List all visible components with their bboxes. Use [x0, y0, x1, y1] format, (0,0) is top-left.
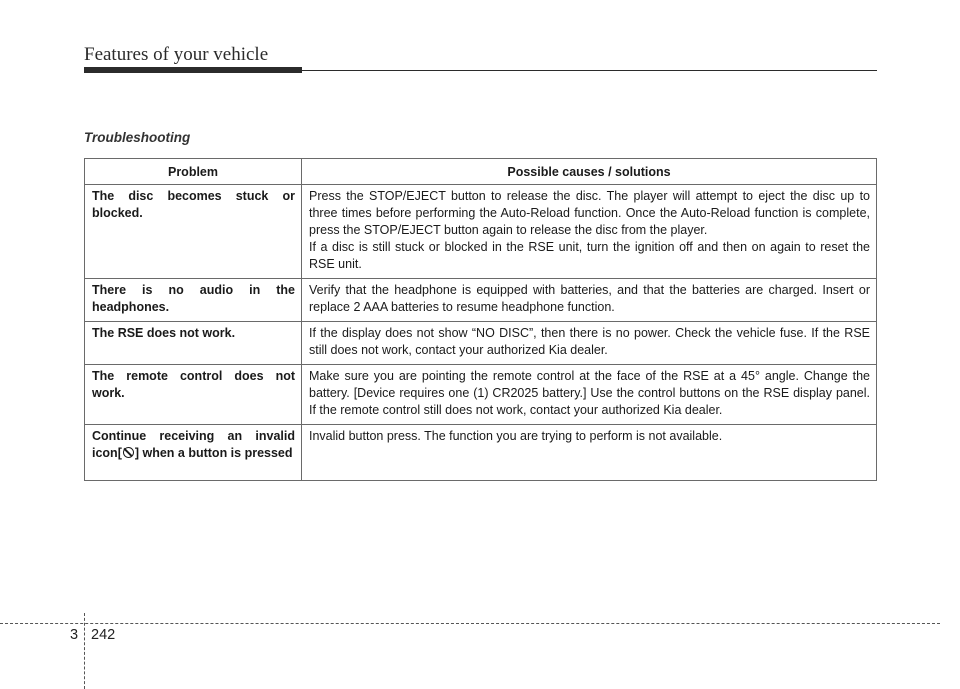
solution-text: If the display does not show “NO DISC”, then there is no power. Check the vehicle fuse. If the RSE still does not work, contact your authorized Kia dealer. [309, 326, 870, 357]
solution-text: Invalid button press. The function you are trying to perform is not available. [309, 429, 723, 443]
solution-text: Make sure you are pointing the remote control at the face of the RSE at a 45° angle. Change the battery. [Device requires one (1) CR2025 battery.] Use the control buttons on the RSE display panel. If the remote control still does not work, contact your authorized Kia dealer. [309, 369, 870, 417]
problem-cell: The remote control does not work. [85, 365, 302, 425]
prohibited-icon [123, 447, 134, 458]
solution-cell [302, 279, 877, 322]
page-number: 242 [91, 627, 116, 643]
solution-cell [302, 365, 877, 425]
problem-cell: There is no audio in the headphones. [85, 279, 302, 322]
problem-cell: The RSE does not work. [85, 322, 302, 365]
problem-cell [85, 425, 302, 481]
table-row [85, 365, 877, 425]
solution-cell [302, 185, 877, 279]
solution-cell [302, 322, 877, 365]
problem-cell: The disc becomes stuck or blocked. [85, 185, 302, 279]
header-rule-thick [84, 67, 302, 73]
chapter-number: 3 [70, 627, 79, 643]
table-row [85, 279, 877, 322]
header-title: Features of your vehicle [84, 44, 269, 65]
problem-text: Continue receiving an invalid icon[ [92, 429, 295, 460]
problem-column-header: Problem [85, 159, 302, 185]
table-row [85, 185, 877, 279]
footer-divider [0, 623, 940, 624]
solution-text: If a disc is still stuck or blocked in the RSE unit, turn the ignition off and then on again to reset the RSE unit. [309, 240, 870, 271]
troubleshooting-table [84, 158, 877, 481]
solution-cell [302, 425, 877, 481]
table-row [85, 322, 877, 365]
footer-vertical-divider [84, 613, 85, 689]
solution-text: Press the STOP/EJECT button to release the disc. The player will attempt to eject the disc up to three times before performing the Auto-Reload function. Once the Auto-Reload function is complete, press the STOP/EJECT button again to release the disc from the player. [309, 189, 870, 237]
header-rule-thin [302, 70, 877, 71]
table-header-row [85, 159, 877, 185]
problem-text: ] when a button is pressed [134, 446, 293, 460]
solution-column-header: Possible causes / solutions [302, 159, 877, 185]
solution-text: Verify that the headphone is equipped with batteries, and that the batteries are charged. Insert or replace 2 AAA batteries to resume headphone function. [309, 283, 870, 314]
table-row [85, 425, 877, 481]
section-title: Troubleshooting [84, 130, 191, 145]
